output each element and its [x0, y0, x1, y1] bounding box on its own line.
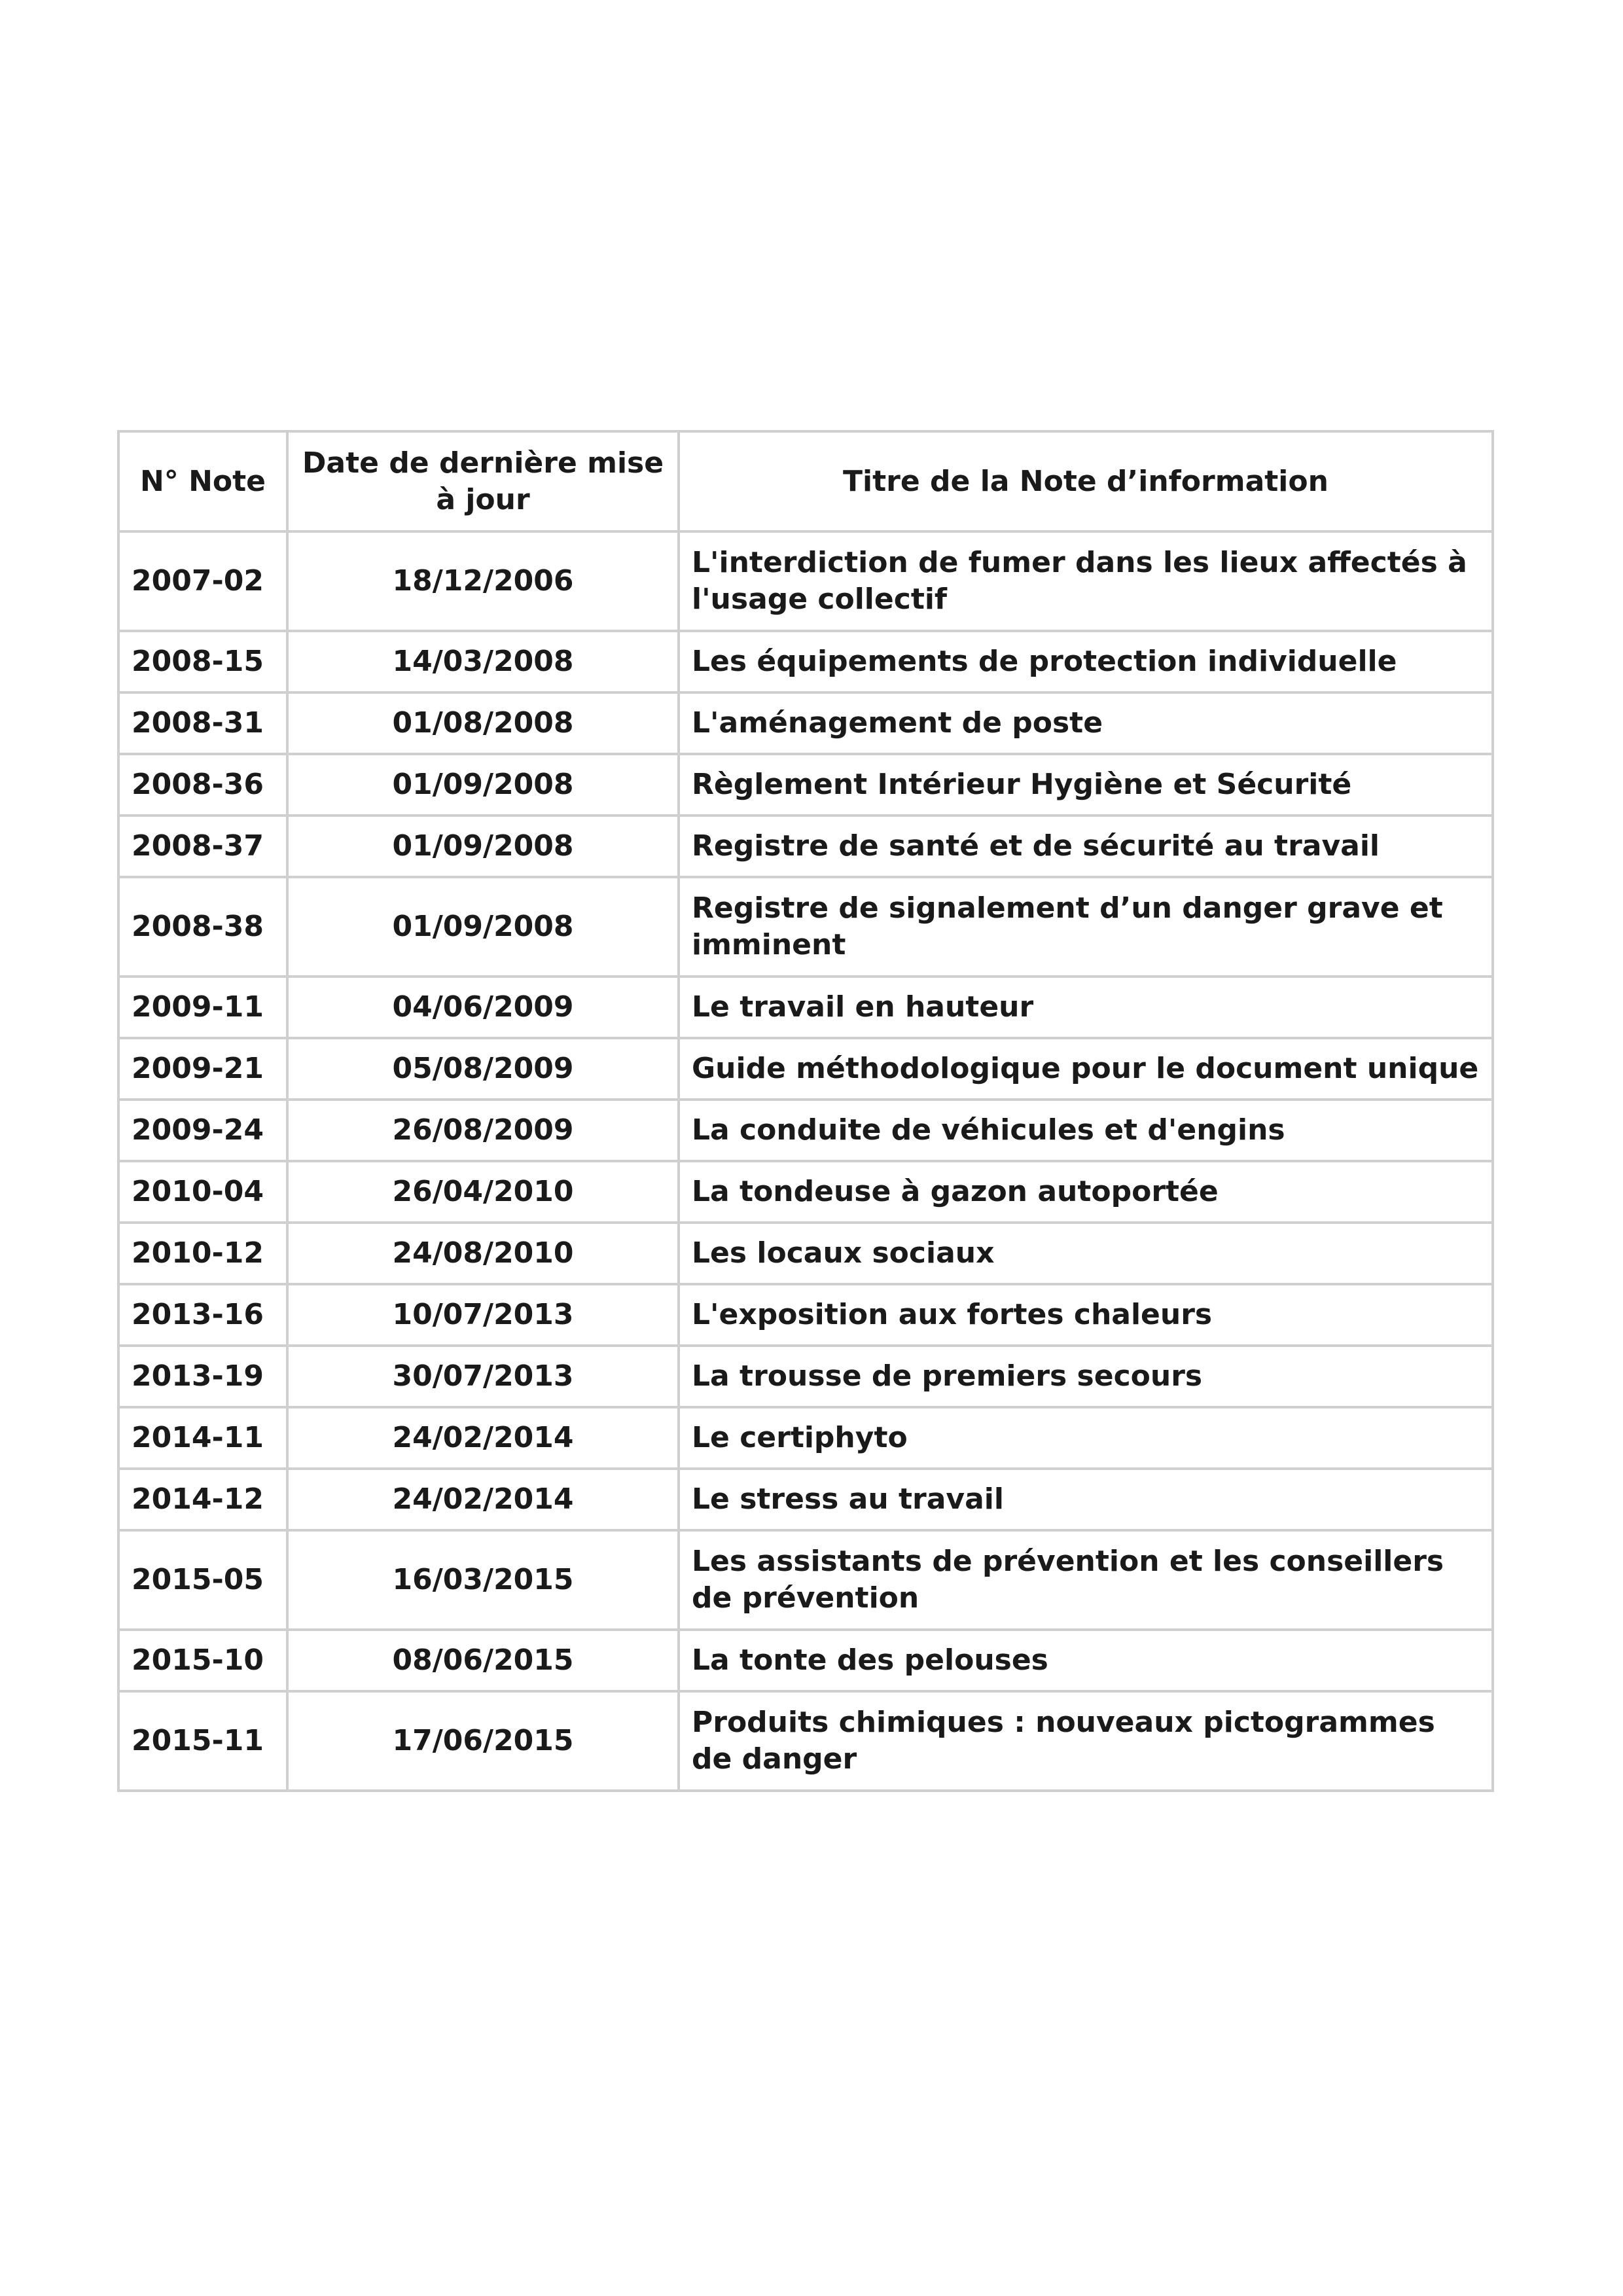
- note-number-cell: 2008-36: [118, 754, 287, 816]
- note-number-cell: 2009-21: [118, 1038, 287, 1100]
- table-row: [118, 1223, 1493, 1284]
- note-date-cell: 24/02/2014: [287, 1469, 679, 1530]
- note-date-cell: 24/02/2014: [287, 1407, 679, 1469]
- table-row: [118, 1630, 1493, 1691]
- note-title-cell: Produits chimiques : nouveaux pictogrammes de danger: [679, 1691, 1493, 1791]
- note-number-cell: 2008-37: [118, 816, 287, 877]
- note-number-cell: 2008-38: [118, 877, 287, 977]
- table-row: [118, 977, 1493, 1038]
- note-title-cell: L'aménagement de poste: [679, 692, 1493, 754]
- table-row: [118, 1284, 1493, 1346]
- note-title-cell: Les locaux sociaux: [679, 1223, 1493, 1284]
- table-row: [118, 816, 1493, 877]
- note-date-cell: 05/08/2009: [287, 1038, 679, 1100]
- note-date-cell: 01/08/2008: [287, 692, 679, 754]
- note-number-cell: 2013-16: [118, 1284, 287, 1346]
- note-date-cell: 10/07/2013: [287, 1284, 679, 1346]
- note-title-cell: Registre de signalement d’un danger grave et imminent: [679, 877, 1493, 977]
- table-row: [118, 1469, 1493, 1530]
- notes-table: [117, 430, 1494, 1792]
- notes-table-body: [118, 531, 1493, 1791]
- note-number-cell: 2009-11: [118, 977, 287, 1038]
- header-last-update-date: Date de dernière mise à jour: [287, 431, 679, 531]
- table-row: [118, 1691, 1493, 1791]
- note-title-cell: Le travail en hauteur: [679, 977, 1493, 1038]
- note-number-cell: 2008-31: [118, 692, 287, 754]
- note-number-cell: 2014-12: [118, 1469, 287, 1530]
- note-title-cell: Le stress au travail: [679, 1469, 1493, 1530]
- note-title-cell: Les assistants de prévention et les conseillers de prévention: [679, 1530, 1493, 1630]
- table-row: [118, 1530, 1493, 1630]
- note-title-cell: La trousse de premiers secours: [679, 1346, 1493, 1407]
- note-date-cell: 16/03/2015: [287, 1530, 679, 1630]
- note-title-cell: L'exposition aux fortes chaleurs: [679, 1284, 1493, 1346]
- note-date-cell: 04/06/2009: [287, 977, 679, 1038]
- table-row: [118, 1100, 1493, 1161]
- note-title-cell: L'interdiction de fumer dans les lieux affectés à l'usage collectif: [679, 531, 1493, 631]
- notes-table-header: [118, 431, 1493, 531]
- note-number-cell: 2008-15: [118, 631, 287, 692]
- note-number-cell: 2009-24: [118, 1100, 287, 1161]
- note-title-cell: Guide méthodologique pour le document unique: [679, 1038, 1493, 1100]
- note-date-cell: 01/09/2008: [287, 754, 679, 816]
- note-number-cell: 2010-04: [118, 1161, 287, 1223]
- table-row: [118, 1407, 1493, 1469]
- note-number-cell: 2015-10: [118, 1630, 287, 1691]
- note-title-cell: Règlement Intérieur Hygiène et Sécurité: [679, 754, 1493, 816]
- table-row: [118, 531, 1493, 631]
- note-date-cell: 26/04/2010: [287, 1161, 679, 1223]
- table-row: [118, 1346, 1493, 1407]
- note-number-cell: 2007-02: [118, 531, 287, 631]
- table-row: [118, 754, 1493, 816]
- note-number-cell: 2013-19: [118, 1346, 287, 1407]
- note-title-cell: La tonte des pelouses: [679, 1630, 1493, 1691]
- note-date-cell: 01/09/2008: [287, 816, 679, 877]
- note-date-cell: 30/07/2013: [287, 1346, 679, 1407]
- table-row: [118, 1161, 1493, 1223]
- header-note-title: Titre de la Note d’information: [679, 431, 1493, 531]
- note-date-cell: 17/06/2015: [287, 1691, 679, 1791]
- note-date-cell: 24/08/2010: [287, 1223, 679, 1284]
- note-number-cell: 2015-05: [118, 1530, 287, 1630]
- table-row: [118, 631, 1493, 692]
- note-title-cell: La tondeuse à gazon autoportée: [679, 1161, 1493, 1223]
- note-title-cell: Le certiphyto: [679, 1407, 1493, 1469]
- note-number-cell: 2014-11: [118, 1407, 287, 1469]
- note-date-cell: 01/09/2008: [287, 877, 679, 977]
- note-date-cell: 08/06/2015: [287, 1630, 679, 1691]
- note-title-cell: Registre de santé et de sécurité au travail: [679, 816, 1493, 877]
- note-title-cell: Les équipements de protection individuelle: [679, 631, 1493, 692]
- table-row: [118, 877, 1493, 977]
- header-row: [118, 431, 1493, 531]
- note-number-cell: 2010-12: [118, 1223, 287, 1284]
- note-number-cell: 2015-11: [118, 1691, 287, 1791]
- note-title-cell: La conduite de véhicules et d'engins: [679, 1100, 1493, 1161]
- note-date-cell: 26/08/2009: [287, 1100, 679, 1161]
- note-date-cell: 18/12/2006: [287, 531, 679, 631]
- header-note-number: N° Note: [118, 431, 287, 531]
- note-date-cell: 14/03/2008: [287, 631, 679, 692]
- table-row: [118, 692, 1493, 754]
- table-row: [118, 1038, 1493, 1100]
